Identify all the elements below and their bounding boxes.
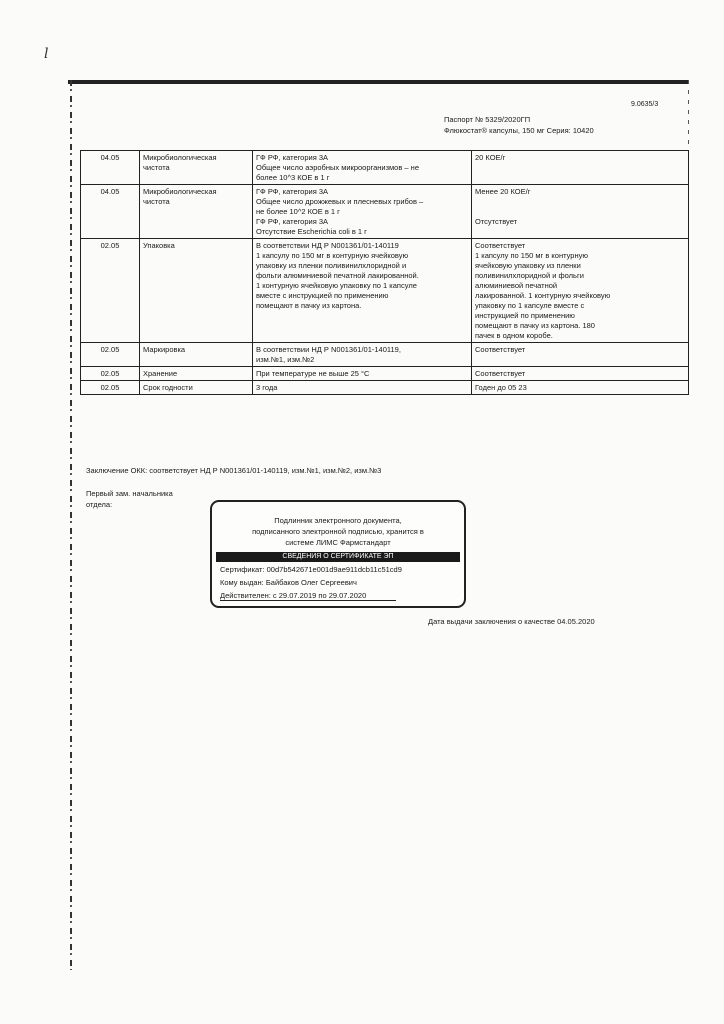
top-rule: [68, 80, 688, 84]
test-result: Менее 20 КОЕ/г: [475, 187, 531, 196]
test-result: упаковку по 1 капсуле вместе с: [475, 301, 585, 310]
test-results-table: [80, 150, 689, 395]
stamp-line-3: системе ЛИМС Фармстандарт: [285, 538, 391, 547]
test-code: 04.05: [100, 153, 120, 162]
test-requirement: помещают в пачку из картона.: [256, 301, 362, 310]
test-requirement: Общее число дрожжевых и плесневых грибов –: [256, 197, 424, 206]
corner-code: 9.0635/3: [631, 101, 659, 108]
signer-department: отдела:: [86, 500, 113, 509]
test-requirement: 1 контурную ячейковую упаковку по 1 капсуле: [256, 281, 417, 290]
test-result-cell: [472, 151, 689, 185]
test-requirement-cell: [253, 185, 472, 239]
test-requirement-cell: [253, 343, 472, 367]
handwritten-mark: l: [44, 46, 49, 62]
test-result: Годен до 05 23: [475, 383, 527, 392]
test-code: 02.05: [100, 345, 120, 354]
test-result: ячейковую упаковку из пленки: [475, 261, 581, 270]
electronic-signature-stamp: [210, 500, 466, 608]
test-code: 02.05: [100, 369, 120, 378]
conclusion-text: Заключение ОКК: соответствует НД Р N001361/01-140119, изм.№1, изм.№2, изм.№3: [86, 466, 382, 475]
test-code-cell: [81, 185, 140, 239]
test-name: Микробиологическая: [143, 187, 217, 196]
test-code-cell: [81, 151, 140, 185]
test-requirement: фольги алюминиевой печатной лакированной.: [256, 271, 419, 280]
issue-date: Дата выдачи заключения о качестве 04.05.2020: [428, 617, 595, 626]
test-requirement-cell: [253, 367, 472, 381]
test-name: Срок годности: [143, 383, 193, 392]
table-row: [81, 239, 689, 343]
test-requirement: Общее число аэробных микроорганизмов – не: [256, 163, 419, 172]
test-name-cell: [140, 381, 253, 395]
test-result: [475, 207, 685, 217]
test-code: 02.05: [100, 383, 120, 392]
test-name-cell: [140, 185, 253, 239]
test-requirement-cell: [253, 239, 472, 343]
table-row: [81, 367, 689, 381]
test-code-cell: [81, 343, 140, 367]
test-name-cell: [140, 343, 253, 367]
test-result: Соответствует: [475, 369, 526, 378]
signer-title: Первый зам. начальника: [86, 489, 173, 498]
stamp-band: СВЕДЕНИЯ О СЕРТИФИКАТЕ ЭП: [216, 552, 460, 562]
test-result: Отсутствует: [475, 217, 518, 226]
product-series: Флюкостат® капсулы, 150 мг Серия: 10420: [444, 126, 594, 135]
test-requirement: ГФ РФ, категория 3А: [256, 217, 329, 226]
test-name: Упаковка: [143, 241, 175, 250]
passport-number: Паспорт № 5329/2020ГП: [444, 115, 531, 124]
test-result: пачек в одном коробе.: [475, 331, 553, 340]
test-result: [475, 197, 685, 207]
test-requirement: 3 года: [256, 383, 278, 392]
test-code-cell: [81, 367, 140, 381]
stamp-issued-to: Кому выдан: Байбаков Олег Сергеевич: [220, 578, 357, 587]
test-code: 02.05: [100, 241, 120, 250]
table-row: [81, 151, 689, 185]
test-result: инструкцией по применению: [475, 311, 575, 320]
test-code: 04.05: [100, 187, 120, 196]
table-body: [81, 151, 689, 395]
test-name: Маркировка: [143, 345, 186, 354]
table-row: [81, 381, 689, 395]
test-result: поливинилхлоридной и фольги: [475, 271, 584, 280]
stamp-validity: [220, 591, 396, 601]
test-result-cell: [472, 367, 689, 381]
test-requirement-cell: [253, 381, 472, 395]
test-code-cell: [81, 381, 140, 395]
test-requirement: вместе с инструкцией по применению: [256, 291, 389, 300]
test-requirement: В соответствии НД Р N001361/01-140119,: [256, 345, 401, 354]
test-result: лакированной. 1 контурную ячейковую: [475, 291, 611, 300]
table-row: [81, 343, 689, 367]
test-requirement: ГФ РФ, категория 3А: [256, 187, 329, 196]
test-name-cell: [140, 151, 253, 185]
stamp-certificate: Сертификат: 00d7b542671e001d9ae911dcb11c51cd9: [220, 565, 402, 574]
test-result: помещают в пачку из картона. 180: [475, 321, 595, 330]
test-requirement: ГФ РФ, категория 3А: [256, 153, 329, 162]
test-result: алюминиевой печатной: [475, 281, 558, 290]
test-result-cell: [472, 343, 689, 367]
test-result: 1 капсулу по 150 мг в контурную: [475, 251, 588, 260]
test-result-cell: [472, 381, 689, 395]
test-result: Соответствует: [475, 345, 526, 354]
test-name-cell: [140, 367, 253, 381]
test-requirement: упаковку из пленки поливинилхлоридной и: [256, 261, 407, 270]
test-requirement: 1 капсулу по 150 мг в контурную ячейковую: [256, 251, 409, 260]
test-requirement: изм.№1, изм.№2: [256, 355, 315, 364]
table-row: [81, 185, 689, 239]
stamp-line-1: Подлинник электронного документа,: [274, 516, 402, 525]
scan-left-edge: [70, 80, 72, 970]
stamp-validity-text: Действителен: с 29.07.2019 по 29.07.2020: [220, 591, 396, 601]
test-code-cell: [81, 239, 140, 343]
test-name: чистота: [143, 163, 170, 172]
test-requirement: В соответствии НД Р N001361/01-140119: [256, 241, 399, 250]
test-requirement: не более 10^2 КОЕ в 1 г: [256, 207, 340, 216]
test-requirement-cell: [253, 151, 472, 185]
test-name: чистота: [143, 197, 170, 206]
test-requirement: При температуре не выше 25 °С: [256, 369, 370, 378]
test-requirement: более 10^3 КОЕ в 1 г: [256, 173, 330, 182]
stamp-line-2: подписанного электронной подписью, хранится в: [252, 527, 424, 536]
test-name: Микробиологическая: [143, 153, 217, 162]
test-result-cell: [472, 239, 689, 343]
test-requirement: Отсутствие Escherichia coli в 1 г: [256, 227, 367, 236]
test-result-cell: [472, 185, 689, 239]
test-result: Соответствует: [475, 241, 526, 250]
test-result: 20 КОЕ/г: [475, 153, 506, 162]
test-name-cell: [140, 239, 253, 343]
test-name: Хранение: [143, 369, 178, 378]
